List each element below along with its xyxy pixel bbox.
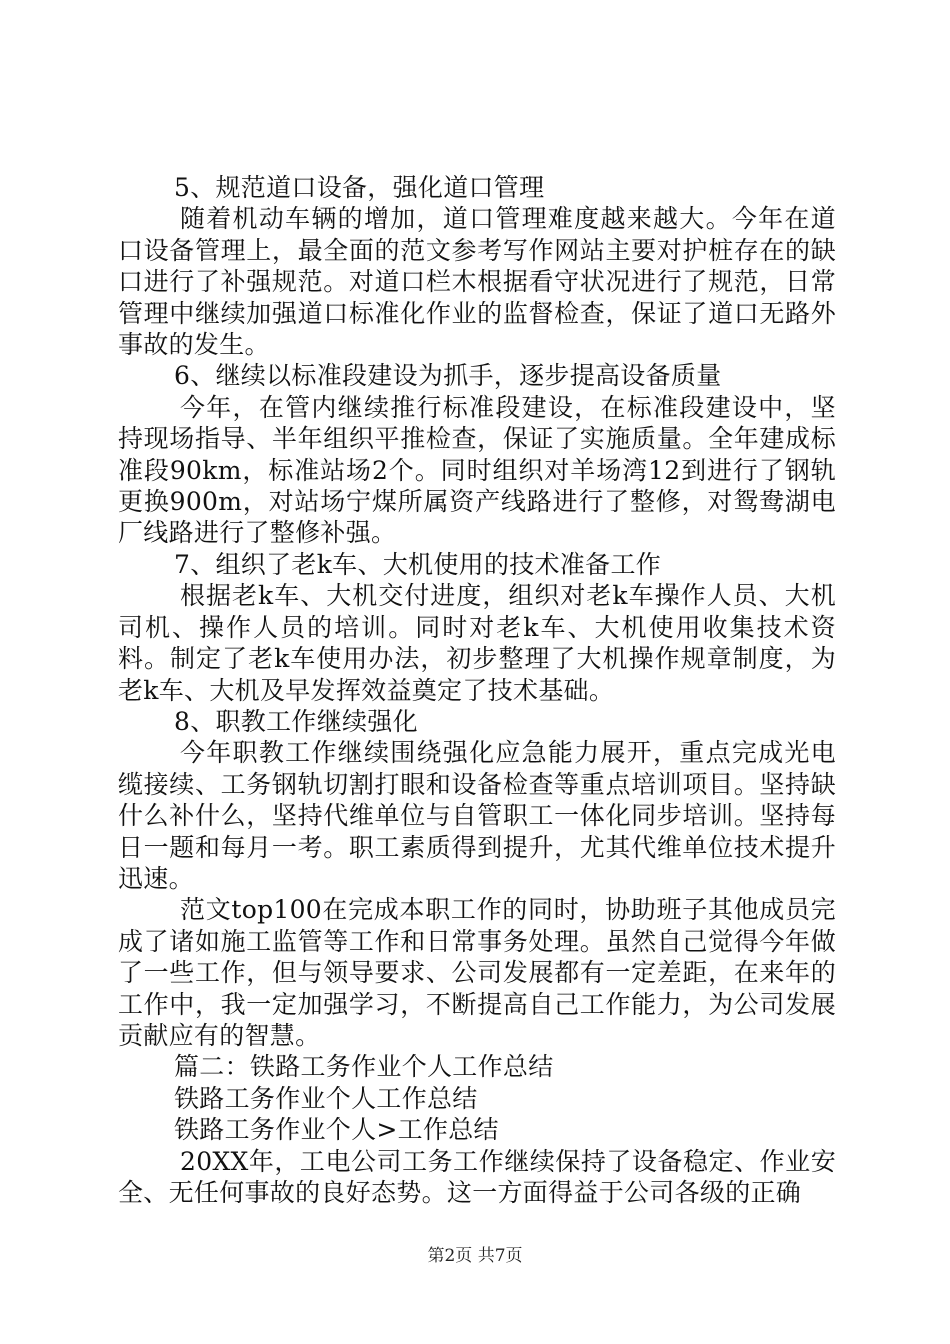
article-subtitle: 铁路工务作业个人>工作总结 (174, 1115, 499, 1145)
section-heading-5: 5、规范道口设备，强化道口管理 (174, 173, 545, 202)
section-heading-7: 7、组织了老k车、大机使用的技术准备工作 (174, 549, 662, 579)
article-title: 铁路工务作业个人工作总结 (174, 1083, 478, 1113)
page-number-footer: 第2页 共7页 (427, 1246, 523, 1266)
body-paragraph: 今年职教工作继续围绕强化应急能力展开，重点完成光电缆接续、工务钢轨切割打眼和设备检查等重点培训项目。坚持缺什么补什么，坚持代维单位与自管职工一体化同步培训。坚持每日一题和每月一考。职工素质得到提升，尤其代维单位技术提升迅速。 (118, 738, 836, 893)
body-paragraph: 根据老k车、大机交付进度，组织对老k车操作人员、大机司机、操作人员的培训。同时对老k车、大机使用收集技术资料。制定了老k车使用办法，初步整理了大机操作规章制度，为老k车、大机及早发挥效益奠定了技术基础。 (118, 581, 836, 705)
document-body (118, 172, 836, 1208)
body-paragraph: 范文top100在完成本职工作的同时，协助班子其他成员完成了诸如施工监管等工作和日常事务处理。虽然自己觉得今年做了一些工作，但与领导要求、公司发展都有一定差距，在来年的工作中，我一定加强学习，不断提高自己工作能力，为公司发展贡献应有的智慧。 (118, 895, 836, 1050)
body-paragraph: 今年，在管内继续推行标准段建设，在标准段建设中，坚持现场指导、半年组织平推检查，保证了实施质量。全年建成标准段90km，标准站场2个。同时组织对羊场湾12到进行了钢轨更换900m，对站场宁煤所属资产线路进行了整修，对鸳鸯湖电厂线路进行了整修补强。 (118, 392, 836, 548)
body-paragraph: 随着机动车辆的增加，道口管理难度越来越大。今年在道口设备管理上，最全面的范文参考写作网站主要对护桩存在的缺口进行了补强规范。对道口栏木根据看守状况进行了规范，日常管理中继续加强道口标准化作业的监督检查，保证了道口无路外事故的发生。 (118, 204, 836, 360)
body-paragraph: 20XX年，工电公司工务工作继续保持了设备稳定、作业安全、无任何事故的良好态势。这一方面得益于公司各级的正确 (118, 1146, 836, 1207)
section-heading-6: 6、继续以标准段建设为抓手，逐步提高设备质量 (174, 361, 722, 391)
section-heading-8: 8、职教工作继续强化 (174, 706, 418, 736)
chapter-heading: 篇二：铁路工务作业个人工作总结 (174, 1052, 554, 1082)
